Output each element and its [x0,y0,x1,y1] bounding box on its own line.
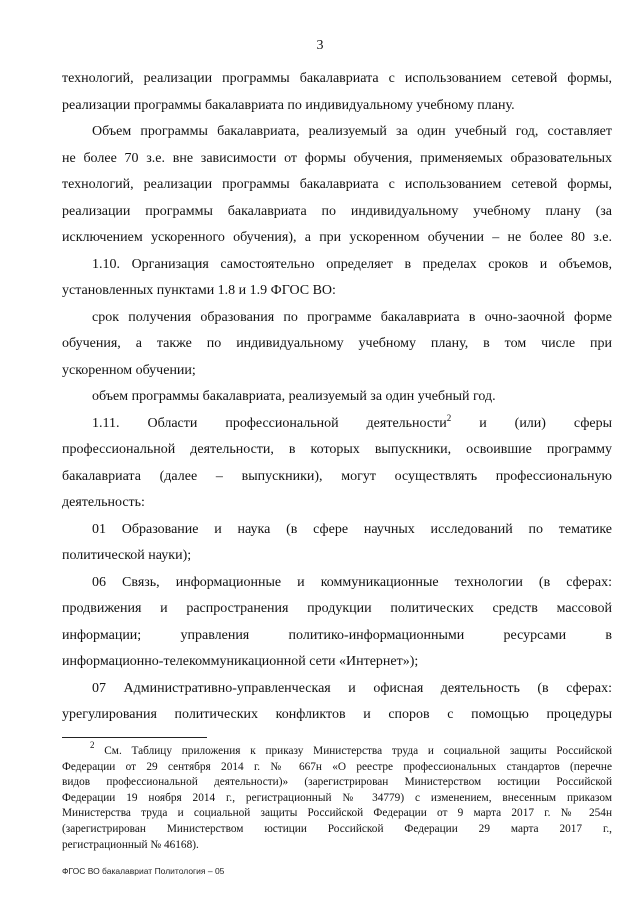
text-line: профессиональной деятельности, в которых выпускники, освоившие программу [62,442,612,457]
footnote [62,740,612,853]
footnote-reference: 2 [446,412,452,423]
text-line: реализации программы бакалавриата по индивидуальному учебному плану. [62,97,515,113]
section-heading-text: 1.11. Области профессиональной деятельности [92,415,447,431]
footnote-line: Федерации от 29 сентября 2014 г. № 667н «О реестре профессиональных стандартов (перечне [62,760,612,773]
footnote-line: регистрационный № 46168). [62,838,199,851]
section-heading-text: и (или) сферы [479,415,613,431]
text-line: информационно-телекоммуникационной сети «Интернет»); [62,654,419,669]
text-line: урегулирования политических конфликтов и споров с помощью процедуры [62,707,612,722]
text-line: реализации программы бакалавриата по индивидуальному учебному плану (за [62,203,612,219]
text-line: деятельность: [62,495,145,510]
text-line: ускоренном обучении; [62,362,196,378]
footnote-divider [62,737,207,738]
text-line: бакалавриата (далее – выпускники), могут осуществлять профессиональную [62,468,612,484]
text-line: 01 Образование и наука (в сфере научных исследований по тематике [92,521,612,537]
text-line: 06 Связь, информационные и коммуникационные технологии (в сферах: [92,574,612,590]
footnote-line: Федерации 19 ноября 2014 г., регистрационный № 34779) с изменением, внесенным приказом [62,791,612,804]
text-line: объем программы бакалавриата, реализуемый за один учебный год. [92,389,496,404]
text-line: обучения, а также по индивидуальному учебному плану, в том числе при [62,336,612,351]
text-line: технологий, реализации программы бакалавриата с использованием сетевой формы, [62,177,612,192]
main-text [62,66,612,729]
text-line: информации; управления политико-информационными ресурсами в [62,627,612,643]
footnote-line: Министерства труда и социальной защиты Российской Федерации от 9 марта 2017 г. № 254н [62,807,612,820]
text-line: Объем программы бакалавриата, реализуемый за один учебный год, составляет [92,124,612,139]
text-line: установленных пунктами 1.8 и 1.9 ФГОС ВО: [62,283,336,298]
footnote-line: видов профессиональной деятельности)» (зарегистрирован Министерством юстиции Российской [62,776,612,789]
text-line [62,411,612,438]
page-number: 3 [316,38,324,53]
text-line: продвижения и распространения продукции политических средств массовой [62,601,612,616]
text-line: 1.10. Организация самостоятельно определяет в пределах сроков и объемов, [92,256,612,272]
footnote-text: См. Таблицу приложения к приказу Министерства труда и социальной защиты Российской [104,745,612,757]
footnote-marker: 2 [90,740,95,750]
footnote-line [62,740,612,760]
text-line: 07 Административно-управленческая и офисная деятельность (в сферах: [92,680,612,696]
text-line: не более 70 з.е. вне зависимости от формы обучения, применяемых образовательных [62,150,612,166]
text-line: срок получения образования по программе бакалавриата в очно-заочной форме [92,309,612,325]
footnote-line: (зарегистрирован Министерством юстиции Российской Федерации 29 марта 2017 г., [62,822,612,835]
text-line: политической науки); [62,548,192,563]
text-line: исключением ускоренного обучения), а при ускоренном обучении – не более 80 з.е. [62,230,612,245]
page-footer: ФГОС ВО бакалавриат Политология – 05 [62,866,225,876]
text-line: технологий, реализации программы бакалавриата с использованием сетевой формы, [62,71,612,86]
